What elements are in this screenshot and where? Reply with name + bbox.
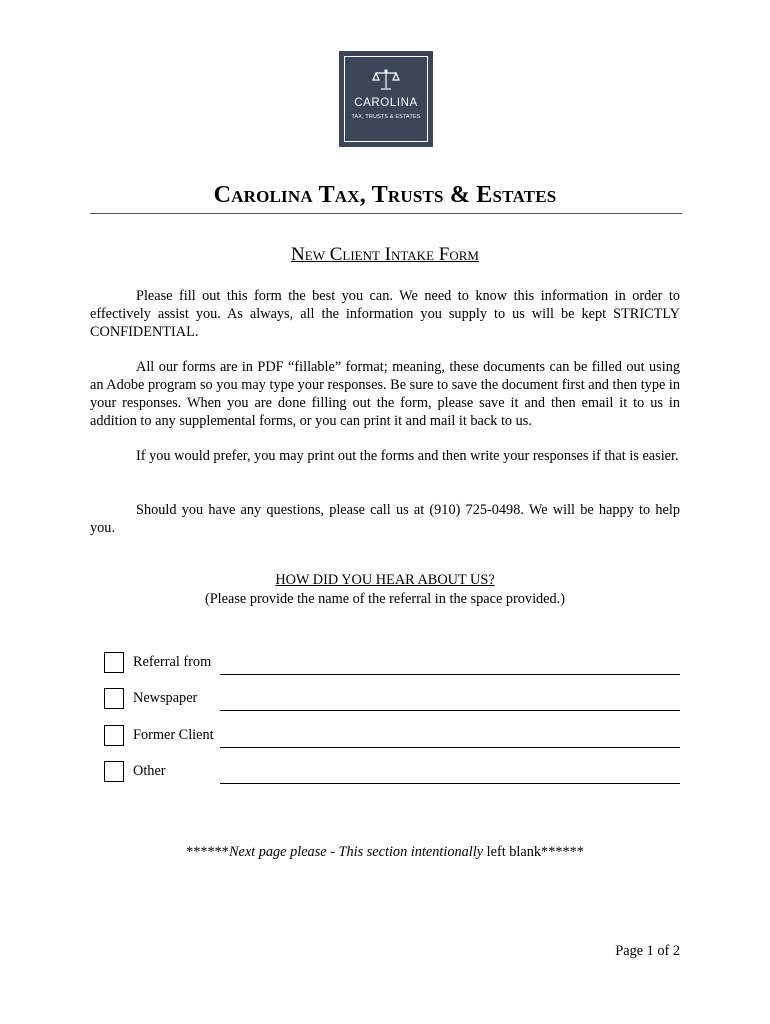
intro-paragraph: Please fill out this form the best you can. We need to know this information in order to effectively assist you. As always, all the information you supply to us will be kept STRICTLY CONFIDENTIAL. bbox=[90, 288, 680, 340]
referral-instructions: (Please provide the name of the referral in the space provided.) bbox=[204, 591, 566, 607]
referral-option-label: Other bbox=[133, 763, 166, 779]
header-divider bbox=[90, 213, 682, 214]
former-client-field[interactable] bbox=[220, 747, 680, 748]
other-checkbox[interactable] bbox=[104, 761, 124, 782]
referral-option-label: Newspaper bbox=[133, 690, 198, 706]
other-field[interactable] bbox=[220, 783, 680, 784]
newspaper-checkbox[interactable] bbox=[104, 688, 124, 709]
intro-paragraph: If you would prefer, you may print out the forms and then write your responses if that is easier. bbox=[136, 448, 679, 464]
referral-option-other bbox=[104, 761, 680, 785]
note-suffix: left blank****** bbox=[483, 844, 584, 860]
scales-of-justice-icon bbox=[372, 69, 400, 91]
referral-name-field[interactable] bbox=[220, 674, 680, 675]
referral-heading: HOW DID YOU HEAR ABOUT US? bbox=[275, 572, 495, 588]
blank-section-note bbox=[90, 844, 680, 861]
referral-option-label: Referral from bbox=[133, 654, 212, 670]
note-italic: Next page please - This section intentionally bbox=[228, 844, 484, 860]
firm-logo bbox=[339, 51, 433, 147]
page-number: Page 1 of 2 bbox=[615, 943, 680, 959]
form-title: New Client Intake Form bbox=[291, 244, 479, 265]
firm-name-heading: Carolina Tax, Trusts & Estates bbox=[213, 182, 557, 208]
intro-paragraph: All our forms are in PDF “fillable” format; meaning, these documents can be filled out using an Adobe program so you may type your responses. Be sure to save the document first and then type in your responses. When you are done filling out the form, please save it and then email it to us in addition to any supplemental forms, or you can print it and mail it back to us. bbox=[90, 359, 681, 429]
logo-brand-text: CAROLINA bbox=[354, 97, 418, 109]
referral-option-label: Former Client bbox=[133, 727, 214, 743]
note-prefix: ****** bbox=[186, 844, 229, 860]
newspaper-field[interactable] bbox=[220, 710, 680, 711]
former-client-checkbox[interactable] bbox=[104, 725, 124, 746]
logo-tagline: TAX, TRUSTS & ESTATES bbox=[351, 114, 421, 120]
referral-option-newspaper bbox=[104, 688, 680, 712]
referral-checkbox[interactable] bbox=[104, 652, 124, 673]
referral-option-former-client bbox=[104, 725, 680, 749]
referral-option-referral bbox=[104, 652, 680, 676]
intro-paragraph: Should you have any questions, please call us at (910) 725-0498. We will be happy to help you. bbox=[90, 502, 680, 536]
